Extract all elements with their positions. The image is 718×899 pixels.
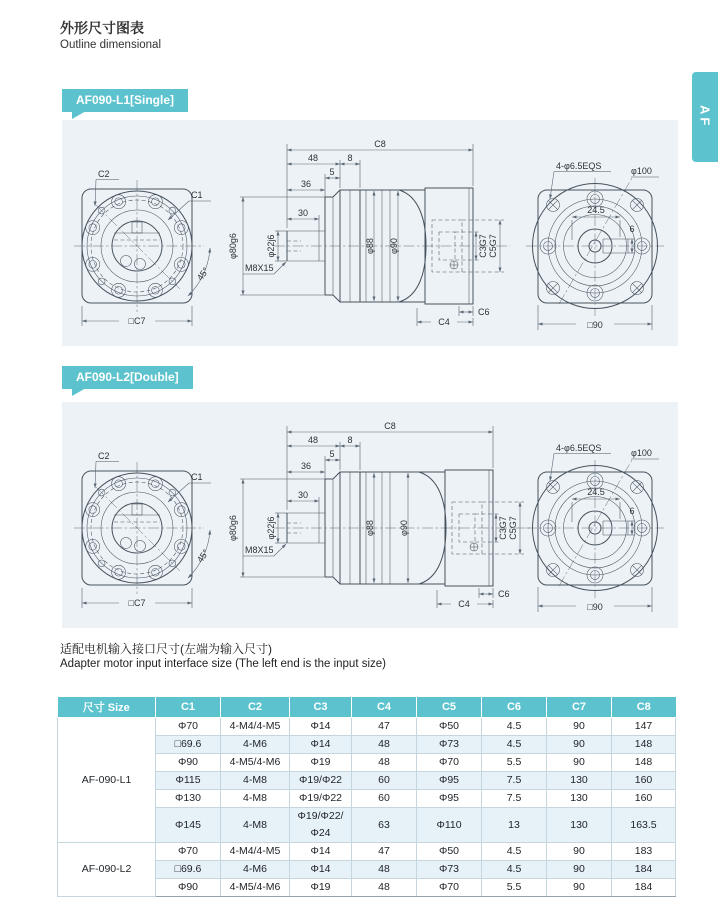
- table-row: [58, 718, 676, 736]
- table-cell: 163.5: [612, 808, 676, 843]
- table-cell: 4-M6: [221, 861, 290, 879]
- dim-label-c2: C2: [98, 451, 110, 461]
- table-cell: Φ50: [417, 843, 482, 861]
- front-view: [74, 451, 211, 608]
- table-cell: Φ130: [156, 790, 221, 808]
- outline-drawing: [62, 120, 678, 346]
- table-cell: 47: [352, 843, 417, 861]
- table-cell: 90: [547, 718, 612, 736]
- table-cell: 148: [612, 754, 676, 772]
- dim-label-24_5: 24.5: [587, 205, 605, 215]
- side-tab-af[interactable]: [692, 72, 718, 162]
- table-cell: Φ19/Φ22: [290, 772, 352, 790]
- table-cell: Φ70: [417, 879, 482, 897]
- table-cell: 130: [547, 790, 612, 808]
- section-badge-l2: AF090-L2[Double]: [62, 366, 193, 389]
- motor-flange-view: [526, 443, 664, 612]
- dim-label-30: 30: [297, 208, 309, 218]
- dim-label-c5g7: C5G7: [508, 516, 518, 540]
- front-view: [74, 169, 211, 326]
- dim-label-8: 8: [347, 153, 353, 163]
- table-cell: 184: [612, 879, 676, 897]
- dim-label-phi22j6: φ22j6: [266, 234, 276, 258]
- dim-label-36: 36: [300, 461, 312, 471]
- table-cell: Φ19/Φ22/Φ24: [290, 808, 352, 843]
- col-header-c8: C8: [612, 697, 676, 718]
- table-cell: 5.5: [482, 754, 547, 772]
- table-cell: Φ70: [156, 718, 221, 736]
- table-cell: Φ95: [417, 772, 482, 790]
- dim-label-c7: □C7: [128, 316, 146, 326]
- table-cell: 4-M8: [221, 772, 290, 790]
- col-header-c5: C5: [417, 697, 482, 718]
- table-cell: 4-M8: [221, 808, 290, 843]
- table-cell: 160: [612, 790, 676, 808]
- dim-label-sq90: □90: [587, 320, 603, 330]
- table-cell: □69.6: [156, 736, 221, 754]
- dim-label-c4: C4: [438, 317, 450, 327]
- table-cell: 4.5: [482, 718, 547, 736]
- dim-label-phi90: φ90: [399, 520, 409, 536]
- dim-label-45deg: 45°: [194, 265, 212, 283]
- dim-label-phi88: φ88: [365, 238, 375, 254]
- table-cell: 4-M5/4-M6: [221, 754, 290, 772]
- dim-label-phi100: φ100: [631, 166, 652, 176]
- table-intro-zh: 适配电机输入接口尺寸(左端为输入尺寸): [60, 642, 272, 656]
- dim-label-c1: C1: [191, 190, 203, 200]
- table-cell: Φ115: [156, 772, 221, 790]
- table-cell: 147: [612, 718, 676, 736]
- table-cell: Φ14: [290, 736, 352, 754]
- table-cell: 130: [547, 772, 612, 790]
- dim-label-m8x15: M8X15: [245, 545, 274, 555]
- table-cell: Φ19/Φ22: [290, 790, 352, 808]
- section-view: [228, 421, 530, 609]
- table-cell: 90: [547, 879, 612, 897]
- col-header-c7: C7: [547, 697, 612, 718]
- page-title-zh: 外形尺寸图表: [60, 20, 144, 36]
- dim-label-c8: C8: [384, 421, 396, 431]
- dim-label-phi80g6: φ80g6: [228, 233, 238, 259]
- col-header-c3: C3: [290, 697, 352, 718]
- dim-label-phi90: φ90: [389, 238, 399, 254]
- table-cell: 5.5: [482, 879, 547, 897]
- table-cell: Φ110: [417, 808, 482, 843]
- table-cell: 4.5: [482, 861, 547, 879]
- table-cell: 4.5: [482, 736, 547, 754]
- table-cell: 4.5: [482, 843, 547, 861]
- dim-label-c3g7: C3G7: [498, 516, 508, 540]
- drawing-panel-l1: [62, 120, 678, 346]
- dim-label-6: 6: [629, 506, 635, 516]
- table-cell: 183: [612, 843, 676, 861]
- dim-label-c5g7: C5G7: [488, 234, 498, 258]
- table-cell: Φ50: [417, 718, 482, 736]
- drawing-panel-l2: [62, 402, 678, 628]
- table-cell: 60: [352, 772, 417, 790]
- table-cell: 4-M6: [221, 736, 290, 754]
- dim-label-30: 30: [297, 490, 309, 500]
- table-row: [58, 843, 676, 861]
- dim-label-8: 8: [347, 435, 353, 445]
- table-cell: Φ19: [290, 754, 352, 772]
- dim-label-c4: C4: [458, 599, 470, 609]
- table-cell: 60: [352, 790, 417, 808]
- col-header-size: 尺寸 Size: [58, 697, 156, 718]
- table-cell: 148: [612, 736, 676, 754]
- table-cell: 90: [547, 861, 612, 879]
- dim-label-c6: C6: [498, 589, 510, 599]
- col-header-c1: C1: [156, 697, 221, 718]
- table-cell: Φ73: [417, 861, 482, 879]
- table-cell: Φ14: [290, 843, 352, 861]
- dim-label-45deg: 45°: [194, 547, 212, 565]
- table-cell: 130: [547, 808, 612, 843]
- table-cell: Φ19: [290, 879, 352, 897]
- dim-label-m8x15: M8X15: [245, 263, 274, 273]
- table-cell: 48: [352, 736, 417, 754]
- table-cell: Φ145: [156, 808, 221, 843]
- dim-label-48: 48: [307, 153, 319, 163]
- dim-label-24_5: 24.5: [587, 487, 605, 497]
- table-cell: 4-M8: [221, 790, 290, 808]
- table-cell: 63: [352, 808, 417, 843]
- table-cell: Φ90: [156, 879, 221, 897]
- dim-label-c1: C1: [191, 472, 203, 482]
- dim-label-5: 5: [329, 449, 335, 459]
- section-badge-l1: AF090-L1[Single]: [62, 89, 188, 112]
- outline-drawing: [62, 402, 678, 628]
- side-tab-label: AF: [697, 105, 713, 129]
- dim-label-c6: C6: [478, 307, 490, 317]
- table-cell: 48: [352, 879, 417, 897]
- page-title-en: Outline dimensional: [60, 39, 162, 51]
- table-intro-en: Adapter motor input interface size (The left end is the input size): [60, 658, 386, 670]
- table-cell: 7.5: [482, 790, 547, 808]
- dim-label-phi22j6: φ22j6: [266, 516, 276, 540]
- table-cell: 47: [352, 718, 417, 736]
- dim-label-36: 36: [300, 179, 312, 189]
- model-cell-af-090-l2: AF-090-L2: [58, 843, 156, 897]
- table-cell: Φ70: [156, 843, 221, 861]
- table-cell: 48: [352, 861, 417, 879]
- table-cell: Φ90: [156, 754, 221, 772]
- table-cell: Φ73: [417, 736, 482, 754]
- table-cell: 4-M4/4-M5: [221, 843, 290, 861]
- dim-label-4-phi6_5eqs: 4-φ6.5EQS: [556, 161, 602, 171]
- dim-label-sq90: □90: [587, 602, 603, 612]
- dim-label-phi100: φ100: [631, 448, 652, 458]
- col-header-c4: C4: [352, 697, 417, 718]
- col-header-c2: C2: [221, 697, 290, 718]
- table-cell: 90: [547, 754, 612, 772]
- table-cell: 4-M5/4-M6: [221, 879, 290, 897]
- table-cell: Φ95: [417, 790, 482, 808]
- motor-flange-view: [526, 161, 664, 330]
- dim-label-c3g7: C3G7: [478, 234, 488, 258]
- table-cell: 160: [612, 772, 676, 790]
- col-header-c6: C6: [482, 697, 547, 718]
- dim-label-48: 48: [307, 435, 319, 445]
- dim-label-6: 6: [629, 224, 635, 234]
- table-cell: □69.6: [156, 861, 221, 879]
- table-cell: 184: [612, 861, 676, 879]
- table-cell: Φ70: [417, 754, 482, 772]
- table-cell: Φ14: [290, 718, 352, 736]
- dim-label-phi88: φ88: [365, 520, 375, 536]
- dim-label-4-phi6_5eqs: 4-φ6.5EQS: [556, 443, 602, 453]
- table-cell: 90: [547, 843, 612, 861]
- model-cell-af-090-l1: AF-090-L1: [58, 718, 156, 843]
- table-cell: 90: [547, 736, 612, 754]
- table-cell: 48: [352, 754, 417, 772]
- section-view: [228, 139, 510, 327]
- table-cell: 7.5: [482, 772, 547, 790]
- table-cell: Φ14: [290, 861, 352, 879]
- table-cell: 4-M4/4-M5: [221, 718, 290, 736]
- dim-label-c2: C2: [98, 169, 110, 179]
- dim-label-5: 5: [329, 167, 335, 177]
- dim-label-c7: □C7: [128, 598, 146, 608]
- table-cell: 13: [482, 808, 547, 843]
- dimension-table: [57, 697, 676, 897]
- dim-label-c8: C8: [374, 139, 386, 149]
- dim-label-phi80g6: φ80g6: [228, 515, 238, 541]
